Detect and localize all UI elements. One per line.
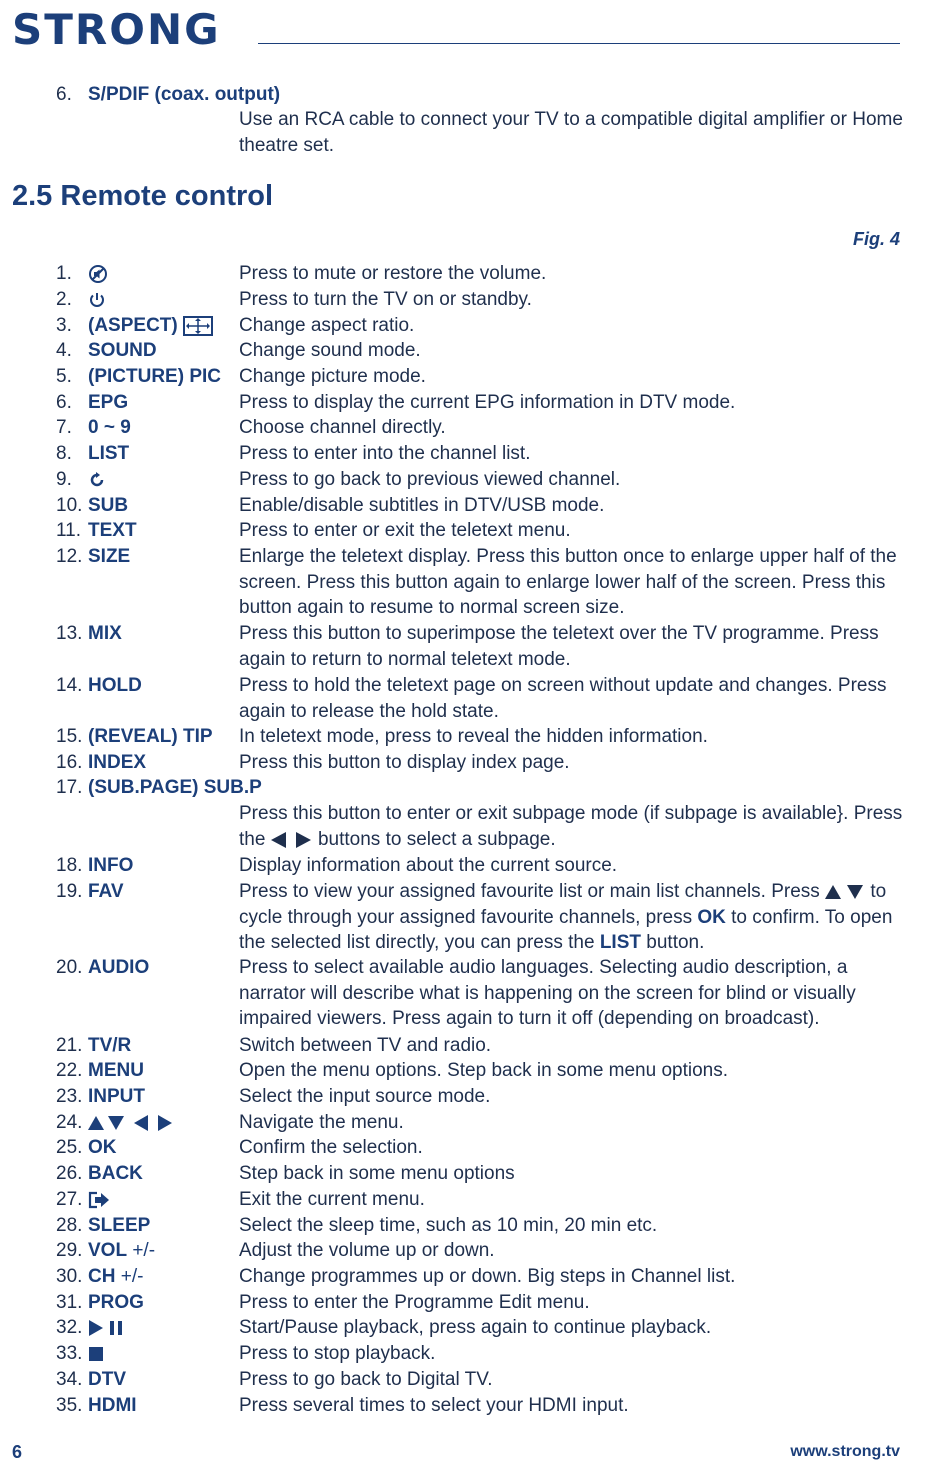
- item-number: 28.: [56, 1215, 83, 1236]
- item-number: 19.: [56, 881, 83, 902]
- item-key: [88, 313, 213, 339]
- item-description: Adjust the volume up or down.: [239, 1240, 495, 1261]
- item-description: Choose channel directly.: [239, 417, 446, 438]
- item-number: 5.: [56, 366, 72, 387]
- item-key: CH +/-: [88, 1266, 144, 1287]
- item-number: 26.: [56, 1163, 83, 1184]
- item-description: Press to select available audio languages. Selecting audio description, a narrator will describe what is happening on the screen for blind or visually impaired viewers. Press again to turn it off (depending on broadcast).: [239, 957, 856, 1030]
- item-key: [88, 1110, 174, 1136]
- item-description: Press to enter into the channel list.: [239, 443, 531, 464]
- item-description: In teletext mode, press to reveal the hidden information.: [239, 726, 708, 747]
- item-description: Press to turn the TV on or standby.: [239, 289, 532, 310]
- item-key: SLEEP: [88, 1215, 151, 1236]
- item-key: HOLD: [88, 675, 142, 696]
- item-number: 21.: [56, 1035, 83, 1056]
- item-description: Change picture mode.: [239, 366, 426, 387]
- item-key: S/PDIF (coax. output): [88, 84, 281, 105]
- item-number: 31.: [56, 1292, 83, 1313]
- mute-icon: [88, 264, 108, 284]
- left-right-arrows-icon: [271, 832, 313, 848]
- item-number: 15.: [56, 726, 83, 747]
- item-number: 25.: [56, 1137, 83, 1158]
- item-number: 6.: [56, 392, 72, 413]
- item-number: 11.: [56, 520, 82, 541]
- item-description: Press to view your assigned favourite list or main list channels. Press to cycle through your assigned favourite channels, press OK to confirm. To open the selected list directly, you can press the LIST button.: [239, 881, 893, 954]
- item-key: [88, 1187, 110, 1213]
- item-key: INDEX: [88, 752, 147, 773]
- recall-icon: [88, 471, 106, 489]
- item-number: 33.: [56, 1343, 83, 1364]
- item-number: 35.: [56, 1395, 83, 1416]
- item-number: 22.: [56, 1060, 83, 1081]
- strong-logo: STRONG: [12, 5, 221, 54]
- item-description: Change aspect ratio.: [239, 315, 415, 336]
- item-key-label: (ASPECT): [88, 315, 178, 336]
- item-key: SUB: [88, 495, 129, 516]
- item-key: OK: [88, 1137, 117, 1158]
- item-description: Select the sleep time, such as 10 min, 20 min etc.: [239, 1215, 658, 1236]
- item-description: Press this button to display index page.: [239, 752, 570, 773]
- item-number: 4.: [56, 340, 72, 361]
- item-number: 34.: [56, 1369, 83, 1390]
- item-description: Navigate the menu.: [239, 1112, 404, 1133]
- item-key: DTV: [88, 1369, 126, 1390]
- item-number: 9.: [56, 469, 72, 490]
- item-description: Press to go back to previous viewed channel.: [239, 469, 621, 490]
- item-number: 16.: [56, 752, 83, 773]
- item-key: [88, 261, 108, 287]
- item-description: Press this button to enter or exit subpage mode (if subpage is available}. Press the buttons to select a subpage.: [239, 803, 903, 850]
- item-description: Confirm the selection.: [239, 1137, 423, 1158]
- item-description: Open the menu options. Step back in some menu options.: [239, 1060, 729, 1081]
- item-key: (PICTURE) PIC: [88, 366, 221, 387]
- item-key: FAV: [88, 881, 124, 902]
- page-number: 6: [12, 1442, 23, 1462]
- item-number: 32.: [56, 1317, 83, 1338]
- item-description: Press to hold the teletext page on screen without update and changes. Press again to release the hold state.: [239, 675, 887, 722]
- item-description: Press to enter the Programme Edit menu.: [239, 1292, 590, 1313]
- item-description: Press several times to select your HDMI input.: [239, 1395, 629, 1416]
- figure-label: Fig. 4: [852, 229, 900, 249]
- item-description: Use an RCA cable to connect your TV to a compatible digital amplifier or Home theatre set.: [239, 109, 903, 156]
- item-number: 13.: [56, 623, 83, 644]
- item-key: MENU: [88, 1060, 144, 1081]
- header-divider: [258, 43, 900, 44]
- item-key: LIST: [88, 443, 130, 464]
- item-key: PROG: [88, 1292, 144, 1313]
- item-description: Switch between TV and radio.: [239, 1035, 492, 1056]
- power-icon: [88, 291, 106, 309]
- stop-icon: [88, 1346, 104, 1362]
- aspect-icon: [183, 316, 213, 336]
- item-number: 30.: [56, 1266, 83, 1287]
- item-key: 0 ~ 9: [88, 417, 131, 438]
- item-number: 23.: [56, 1086, 83, 1107]
- item-key: SOUND: [88, 340, 157, 361]
- item-key: (SUB.PAGE) SUB.P: [88, 777, 262, 798]
- item-description: Change programmes up or down. Big steps in Channel list.: [239, 1266, 736, 1287]
- item-key: TV/R: [88, 1035, 132, 1056]
- item-number: 1.: [56, 263, 72, 284]
- item-description: Select the input source mode.: [239, 1086, 491, 1107]
- item-description: Start/Pause playback, press again to continue playback.: [239, 1317, 712, 1338]
- item-number: 24.: [56, 1112, 83, 1133]
- item-description: Step back in some menu options: [239, 1163, 515, 1184]
- item-key: BACK: [88, 1163, 143, 1184]
- item-key: VOL +/-: [88, 1240, 156, 1261]
- item-key: MIX: [88, 623, 122, 644]
- item-key: INFO: [88, 855, 134, 876]
- item-number: 14.: [56, 675, 83, 696]
- item-description: Enlarge the teletext display. Press this button once to enlarge upper half of the screen. Press this button again to enlarge lower half of the screen. Press this button again to resume to normal screen size.: [239, 546, 897, 619]
- item-key: [88, 1315, 126, 1341]
- item-description: Change sound mode.: [239, 340, 421, 361]
- item-description: Exit the current menu.: [239, 1189, 425, 1210]
- website-link[interactable]: www.strong.tv: [790, 1443, 900, 1460]
- item-key: (REVEAL) TIP: [88, 726, 213, 747]
- item-description: Press to display the current EPG information in DTV mode.: [239, 392, 736, 413]
- item-description: Press to enter or exit the teletext menu.: [239, 520, 571, 541]
- arrows-icon: [88, 1114, 174, 1132]
- item-number: 17.: [56, 777, 83, 798]
- item-number: 8.: [56, 443, 72, 464]
- item-number: 3.: [56, 315, 72, 336]
- item-number: 10.: [56, 495, 83, 516]
- item-key: INPUT: [88, 1086, 145, 1107]
- item-description: Press to stop playback.: [239, 1343, 436, 1364]
- item-key: [88, 1341, 104, 1367]
- item-number: 20.: [56, 957, 83, 978]
- item-description: Press to mute or restore the volume.: [239, 263, 547, 284]
- up-down-arrows-icon: [825, 884, 865, 900]
- item-key: TEXT: [88, 520, 137, 541]
- item-number: 18.: [56, 855, 83, 876]
- item-key: [88, 287, 106, 313]
- item-number: 27.: [56, 1189, 83, 1210]
- section-title: 2.5 Remote control: [12, 180, 274, 212]
- item-description: Display information about the current source.: [239, 855, 618, 876]
- item-key: [88, 467, 106, 493]
- item-description: Enable/disable subtitles in DTV/USB mode.: [239, 495, 605, 516]
- exit-icon: [88, 1191, 110, 1209]
- item-number: 12.: [56, 546, 83, 567]
- item-number: 7.: [56, 417, 72, 438]
- item-description: Press to go back to Digital TV.: [239, 1369, 493, 1390]
- item-key: EPG: [88, 392, 129, 413]
- item-key: SIZE: [88, 546, 131, 567]
- item-number: 6.: [56, 84, 72, 105]
- item-key: HDMI: [88, 1395, 137, 1416]
- item-key: AUDIO: [88, 957, 150, 978]
- play-pause-icon: [88, 1319, 126, 1337]
- item-description: Press this button to superimpose the teletext over the TV programme. Press again to return to normal teletext mode.: [239, 623, 879, 670]
- item-number: 2.: [56, 289, 72, 310]
- item-number: 29.: [56, 1240, 83, 1261]
